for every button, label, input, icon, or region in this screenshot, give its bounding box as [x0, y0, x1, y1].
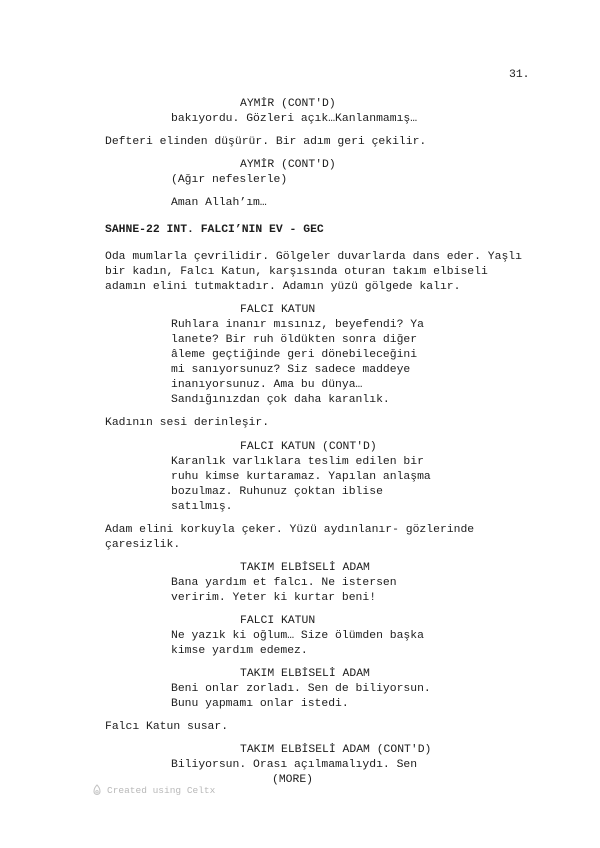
dialogue-line: inanıyorsunuz. Ama bu dünya…	[171, 379, 363, 391]
action-line: Oda mumlarla çevrilidir. Gölgeler duvarlarda dans eder. Yaşlı	[105, 251, 522, 263]
dialogue-line: bozulmaz. Ruhunuz çoktan iblise	[171, 486, 383, 498]
dialogue-line: Biliyorsun. Orası açılmamalıydı. Sen	[171, 759, 418, 771]
character-name: TAKIM ELBİSELİ ADAM	[240, 668, 370, 680]
dialogue-line: Bunu yapmamı onlar istedi.	[171, 698, 349, 710]
dialogue-line: Sandığınızdan çok daha karanlık.	[171, 394, 390, 406]
dialogue-line: kimse yardım edemez.	[171, 645, 308, 657]
dialogue-line: veririm. Yeter ki kurtar beni!	[171, 592, 377, 604]
dialogue-line: Aman Allah’ım…	[171, 197, 267, 209]
character-name: FALCI KATUN	[240, 615, 316, 627]
action-line: Defteri elinden düşürür. Bir adım geri çekilir.	[105, 136, 427, 148]
character-name: TAKIM ELBİSELİ ADAM	[240, 562, 370, 574]
action-line: Falcı Katun susar.	[105, 721, 229, 733]
character-name: TAKIM ELBİSELİ ADAM (CONT'D)	[240, 744, 432, 756]
dialogue-line: Ruhlara inanır mısınız, beyefendi? Ya	[171, 319, 424, 331]
character-name: FALCI KATUN (CONT'D)	[240, 441, 377, 453]
footer-text: Created using Celtx	[107, 784, 216, 796]
character-name: FALCI KATUN	[240, 304, 316, 316]
dialogue-line: Karanlık varlıklara teslim edilen bir	[171, 456, 424, 468]
dialogue-line: âleme geçtiğinde geri dönebileceğini	[171, 349, 418, 361]
dialogue-line: Ne yazık ki oğlum… Size ölümden başka	[171, 630, 424, 642]
dialogue-line: Beni onlar zorladı. Sen de biliyorsun.	[171, 683, 431, 695]
scene-heading: SAHNE-22 INT. FALCI’NIN EV - GEC	[105, 224, 324, 236]
action-line: Adam elini korkuyla çeker. Yüzü aydınlanır- gözlerinde	[105, 524, 475, 536]
celtx-logo-icon	[92, 784, 102, 796]
dialogue-line: bakıyordu. Gözleri açık…Kanlanmamış…	[171, 113, 418, 125]
page-number: 31.	[509, 69, 530, 81]
action-line: adamın elini tutmaktadır. Adamın yüzü gölgede kalır.	[105, 281, 461, 293]
dialogue-line: satılmış.	[171, 501, 233, 513]
dialogue-line: ruhu kimse kurtaramaz. Yapılan anlaşma	[171, 471, 431, 483]
character-name: AYMİR (CONT'D)	[240, 159, 336, 171]
more-marker: (MORE)	[272, 774, 314, 786]
dialogue-line: lanete? Bir ruh öldükten sonra diğer	[171, 334, 418, 346]
action-line: Kadının sesi derinleşir.	[105, 417, 270, 429]
footer-watermark	[92, 784, 215, 796]
parenthetical: (Ağır nefeslerle)	[171, 174, 288, 186]
character-name: AYMİR (CONT'D)	[240, 98, 336, 110]
dialogue-line: Bana yardım et falcı. Ne istersen	[171, 577, 397, 589]
dialogue-line: mi sanıyorsunuz? Siz sadece maddeye	[171, 364, 411, 376]
action-line: çaresizlik.	[105, 539, 181, 551]
action-line: bir kadın, Falcı Katun, karşısında oturan takım elbiseli	[105, 266, 488, 278]
